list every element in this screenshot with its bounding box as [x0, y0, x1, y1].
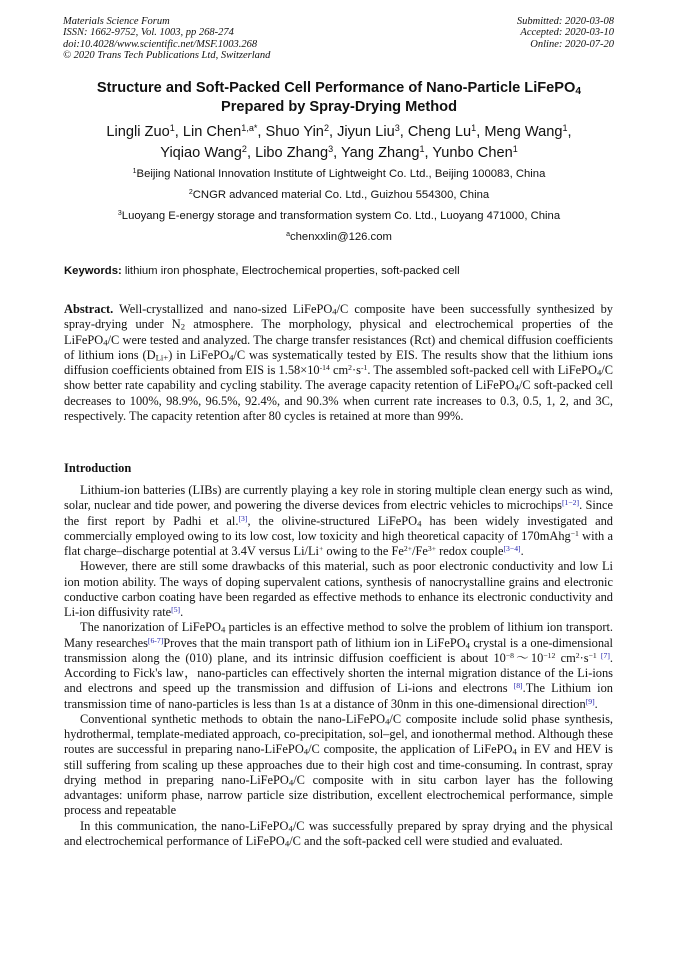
- author: Yiqiao Wang$^2$: [160, 144, 247, 161]
- author: Yunbo Chen$^1$: [432, 144, 518, 161]
- citation-link[interactable]: [3]: [238, 513, 248, 523]
- author: Shuo Yin$^2$: [265, 123, 329, 140]
- citation-link[interactable]: [7]: [596, 650, 610, 660]
- introduction-heading: Introduction: [64, 461, 132, 475]
- submitted-date: Submitted: 2020-03-08: [516, 16, 614, 27]
- paragraph: However, there are still some drawbacks of this material, such as poor electronic conductivity and low Li ion motion ability. The ways of doping supervalent cations, synthesis of nanocrystalline grains and electronic conductive carbon coating have been regarded as effective methods to enhance its electronic conductivity and Li-ion diffusivity rate[5].: [64, 559, 613, 619]
- doi-link[interactable]: doi:10.4028/www.scientific.net/MSF.1003.268: [63, 38, 258, 50]
- author: Lingli Zuo$^1$: [106, 123, 175, 140]
- title-subscript: 4: [575, 86, 582, 98]
- affiliation: $^2$CNGR advanced material Co. Ltd., Guizhou 554300, China: [188, 189, 490, 201]
- copyright: © 2020 Trans Tech Publications Ltd, Switzerland: [63, 49, 271, 61]
- journal-name: Materials Science Forum: [63, 16, 170, 27]
- abstract-label: Abstract.: [64, 302, 114, 316]
- keywords-text: lithium iron phosphate, Electrochemical properties, soft-packed cell: [124, 265, 460, 277]
- paragraph: In this communication, the nano-LiFePO$_4$/C was successfully prepared by spray drying and the physical and electrochemical performance of LiFePO$_4$/C and the soft-packed cell were studied and evaluated.: [64, 818, 613, 849]
- author: Lin Chen$^{1,a*}$: [182, 123, 258, 140]
- publication-info: [63, 16, 270, 61]
- accepted-date: Accepted: 2020-03-10: [520, 27, 614, 39]
- corresponding-email[interactable]: $^a$chenxxlin@126.com: [286, 231, 392, 243]
- author: Cheng Lu$^1$: [407, 123, 477, 140]
- author: Jiyun Liu$^3$: [337, 123, 400, 140]
- publication-dates: [517, 16, 614, 50]
- citation-link[interactable]: [1−2]: [561, 498, 580, 508]
- author: Meng Wang$^1$: [484, 123, 568, 140]
- abstract: Abstract. Well-crystallized and nano-sized LiFePO$_4$/C composite have been successfully synthesized by spray-drying under $N_2$ atmosphere. The morphology, physical and electrochemical properties of the LiFePO$_4$/C were tested and analyzed. The charge transfer resistances (Rct) and chemical diffusion coefficients of lithium ions $(D_{Li+})$ in LiFePO$_4$/C was systematically tested by EIS. The results show that the lithium ions diffusion coefficients obtained from EIS is $1.58\times 10^{-14}$ $cm^2\cdot s^{-1}$. The assembled soft-packed cell with LiFePO$_4$/C show better rate capability and cycling stability. The average capacity retention of LiFePO$_4$/C soft-packed cell decreases to 100%, 98.9%, 96.5%, 92.4%, and 90.3% when current rate increases to 0.3, 0.5, 1, 2, and 3C, respectively. The capacity retention after 80 cycles is retained at more than 99%.: [64, 302, 614, 423]
- introduction-body: [64, 483, 613, 849]
- online-date: Online: 2020-07-20: [530, 38, 614, 50]
- affiliation: $^3$Luoyang E-energy storage and transformation system Co. Ltd., Luoyang 471000, China: [117, 210, 561, 222]
- citation-link[interactable]: [5]: [171, 604, 181, 614]
- keywords-label: Keywords:: [64, 265, 122, 277]
- author: Libo Zhang$^3$: [255, 144, 334, 161]
- citation-link[interactable]: [8]: [513, 681, 523, 691]
- paragraph: Conventional synthetic methods to obtain the nano-LiFePO$_4$/C composite include solid phase synthesis, hydrothermal, template-mediated approach, co-precipitation, sol–gel, and ionothermal method. Although these routes are successful in preparing nano-LiFePO$_4$/C composite, the application of LiFePO$_4$ in EV and HEV is still suffering from scaling up these approaches due to their high cost and time-consuming. In contrast, spray drying method in preparing nano-LiFePO$_4$/C composite with in situ carbon layer has the following advantages: uniform phase, narrow particle size distribution, excellent electrochemical performance, simple process and repeatable: [64, 711, 613, 818]
- author: Yang Zhang$^1$: [341, 144, 425, 161]
- citation-link[interactable]: [3−4]: [503, 543, 521, 553]
- keywords: [64, 265, 460, 277]
- citation-link[interactable]: [6-7]: [147, 635, 164, 645]
- paragraph: Lithium-ion batteries (LIBs) are currently playing a key role in storing multiple clean energy such as wind, solar, nuclear and tide power, and powering the diverse devices from electric vehicles to microchips[1−2]. Since the first report by Padhi et al.[3], the olivine-structured LiFePO$_4$ has been widely investigated and commercially employed owing to its low cost, low toxicity and high theoretical capacity of 170mAhg$^{-1}$ with a flat charge–discharge potential at 3.4V versus Li/Li+ owing to the $Fe^{2+}/Fe^{3+}$ redox couple[3−4].: [64, 483, 613, 558]
- author-list: Lingli Zuo$^1$, Lin Chen$^{1,a*}$, Shuo Yin$^2$, Jiyun Liu$^3$, Cheng Lu$^1$, Meng Wang$^1$, Yiqiao Wang$^2$, Libo Zhang$^3$, Yang Zhang$^1$, Yunbo Chen$^1$: [106, 123, 572, 161]
- issn-volume: ISSN: 1662-9752, Vol. 1003, pp 268-274: [63, 27, 234, 39]
- affiliation: $^1$Beijing National Innovation Institute of Lightweight Co. Ltd., Beijing 100083, China: [132, 168, 546, 180]
- title-line-2: Prepared by Spray-Drying Method: [221, 99, 457, 115]
- title-line-1: Structure and Soft-Packed Cell Performance of Nano-Particle LiFePO: [96, 80, 576, 96]
- paragraph: The nanorization of LiFePO$_4$ particles is an effective method to solve the problem of lithium ion transport. Many researches[6-7]Proves that the main transport path of lithium ion in LiFePO$_4$ crystal is a one-dimensional transmission along the (010) plane, and its intrinsic diffusion coefficient is about $10^{-8}\sim 10^{-12}$ $cm^2\cdot s^{-1}$ [7]. According to Fick's law，nano-particles can effectively shorten the internal migration distance of the Li-ions and electrons and speed up the transmission and diffusion of Li-ions and electrons [8].The Lithium ion transmission time of nano-particles is less than 1s at a distance of 30nm in this one-dimensional direction[9].: [64, 620, 613, 711]
- paper-title: [40, 79, 638, 117]
- citation-link[interactable]: [9]: [585, 696, 595, 706]
